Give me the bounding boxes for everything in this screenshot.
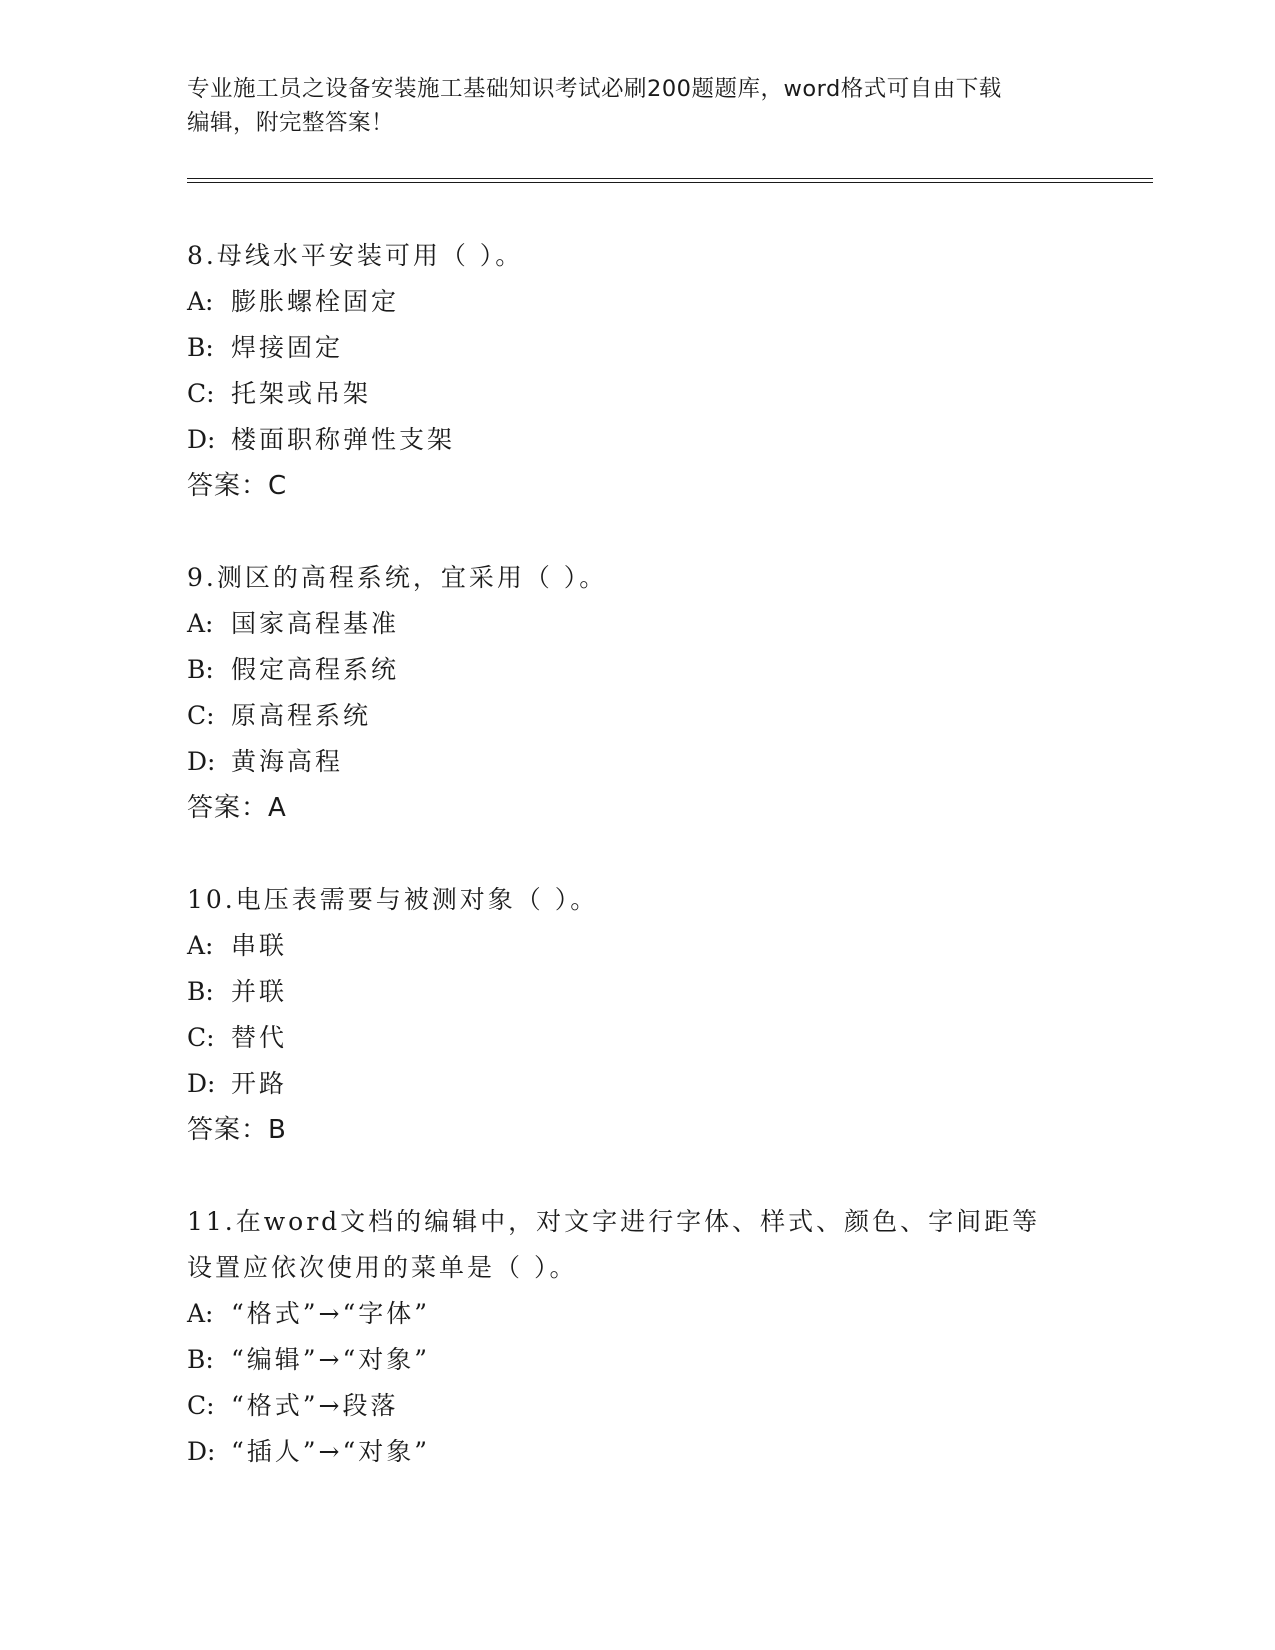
option-c <box>187 371 1087 417</box>
option-d <box>187 1061 1087 1107</box>
option-text: 开路 <box>231 1069 288 1098</box>
option-letter: D: <box>187 1437 216 1466</box>
header-divider <box>187 178 1153 183</box>
option-c <box>187 1015 1087 1061</box>
question-stem-line2: 设置应依次使用的菜单是（ ）。 <box>187 1253 578 1282</box>
option-text: 替代 <box>231 1023 288 1052</box>
option-d <box>187 739 1087 785</box>
option-text: “格式”→段落 <box>231 1391 399 1420</box>
option-letter: C: <box>187 701 215 730</box>
question-stem: 9.测区的高程系统，宜采用（ ）。 <box>187 563 608 592</box>
option-a <box>187 1291 1087 1337</box>
option-b <box>187 325 1087 371</box>
option-a <box>187 601 1087 647</box>
option-text: 原高程系统 <box>231 701 372 730</box>
option-b <box>187 1337 1087 1383</box>
answer-line: 答案：C <box>187 471 288 501</box>
option-letter: A: <box>187 287 214 316</box>
question-9 <box>187 555 1087 831</box>
option-b <box>187 647 1087 693</box>
option-text: 托架或吊架 <box>231 379 372 408</box>
option-text: 楼面职称弹性支架 <box>231 425 456 454</box>
option-text: 并联 <box>231 977 288 1006</box>
option-letter: A: <box>187 609 214 638</box>
option-text: 焊接固定 <box>231 333 344 362</box>
option-text: 黄海高程 <box>231 747 344 776</box>
header-title-line2: 编辑，附完整答案！ <box>187 110 395 136</box>
option-d <box>187 1429 1087 1475</box>
option-text: 串联 <box>231 931 288 960</box>
question-stem: 10.电压表需要与被测对象（ ）。 <box>187 885 599 914</box>
option-letter: B: <box>187 1345 214 1374</box>
option-letter: D: <box>187 1069 216 1098</box>
option-d <box>187 417 1087 463</box>
option-text: 膨胀螺栓固定 <box>231 287 400 316</box>
option-c <box>187 693 1087 739</box>
question-10 <box>187 877 1087 1153</box>
option-letter: D: <box>187 425 216 454</box>
option-a <box>187 279 1087 325</box>
option-a <box>187 923 1087 969</box>
option-letter: A: <box>187 931 214 960</box>
answer-line: 答案：B <box>187 1115 287 1145</box>
question-stem: 8.母线水平安装可用（ ）。 <box>187 241 524 270</box>
option-letter: A: <box>187 1299 214 1328</box>
question-8 <box>187 233 1087 509</box>
option-letter: C: <box>187 1023 215 1052</box>
option-text: “插人”→“对象” <box>231 1437 431 1466</box>
question-list <box>187 233 1087 1521</box>
option-text: 假定高程系统 <box>231 655 400 684</box>
question-stem-line1: 11.在word文档的编辑中，对文字进行字体、样式、颜色、字间距等 <box>187 1207 1041 1236</box>
option-c <box>187 1383 1087 1429</box>
document-header <box>187 72 1067 140</box>
header-title-line1: 专业施工员之设备安装施工基础知识考试必刷200题题库，word格式可自由下载 <box>187 76 1002 102</box>
option-letter: B: <box>187 655 214 684</box>
option-b <box>187 969 1087 1015</box>
option-text: “编辑”→“对象” <box>231 1345 431 1374</box>
option-letter: B: <box>187 333 214 362</box>
option-letter: B: <box>187 977 214 1006</box>
option-text: 国家高程基准 <box>231 609 400 638</box>
option-text: “格式”→“字体” <box>231 1299 431 1328</box>
question-11 <box>187 1199 1087 1475</box>
option-letter: C: <box>187 379 215 408</box>
option-letter: C: <box>187 1391 215 1420</box>
option-letter: D: <box>187 747 216 776</box>
answer-line: 答案：A <box>187 793 287 823</box>
